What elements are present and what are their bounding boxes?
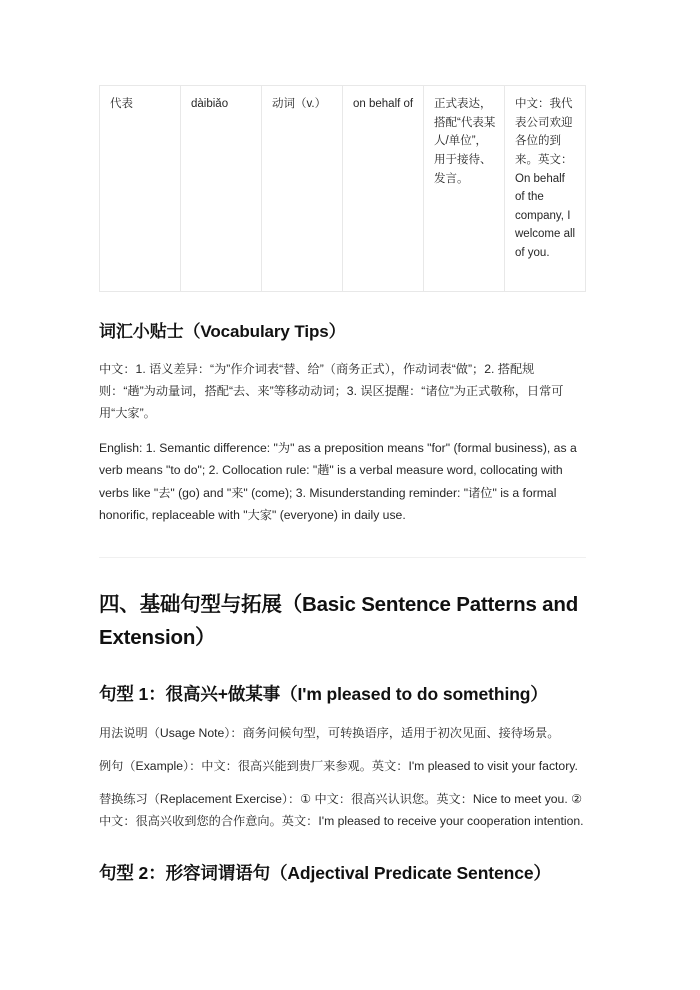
vocabulary-tips-heading: 词汇小贴士（Vocabulary Tips） [99,322,346,341]
pattern-1-example: 例句（Example）：中文：很高兴能到贵厂来参观。英文：I'm pleased to visit your factory. [99,759,578,774]
table-cell-example: 中文：我代表公司欢迎各位的到来。英文：On behalf of the company, I welcome all of you. [505,86,586,292]
document-content [99,0,586,887]
table-cell-word: 代表 [100,86,181,292]
vocabulary-tips-chinese: 中文：1. 语义差异：“为”作介词表“替、给”（商务正式），作动词表“做”；2. 搭配规则：“趟”为动量词，搭配“去、来”等移动动词；3. 误区提醒：“诸位”为正式敬称，日常可用“大家”。 [99,361,564,421]
table-cell-usage-note: 正式表达，搭配“代表某人/单位”，用于接待、发言。 [424,86,505,292]
table-cell-english: on behalf of [343,86,424,292]
pattern-2-heading: 句型 2：形容词谓语句（Adjectival Predicate Sentence） [99,862,551,883]
table-cell-pinyin: dàibiǎo [181,86,262,292]
table-row [100,86,586,292]
vocabulary-table [99,85,586,292]
section-divider [99,557,586,558]
section-heading: 四、基础句型与拓展（Basic Sentence Patterns and Extension） [99,593,579,650]
pattern-1-usage-note: 用法说明（Usage Note）：商务问候句型，可转换语序，适用于初次见面、接待场景。 [99,725,560,740]
table-cell-part-of-speech: 动词（v.） [262,86,343,292]
pattern-1-heading: 句型 1：很高兴+做某事（I'm pleased to do something） [99,684,548,705]
vocabulary-tips-english: English: 1. Semantic difference: "为" as a preposition means "for" (formal business), as a verb means "to do"; 2. Collocation rule: "趟" is a verbal measure word, collocating with verbs like "去" (go) and "来" (come); 3. Misunderstanding reminder: "诸位" is a formal honorific, replaceable with "大家" (everyone) in daily use. [99,441,577,522]
pattern-1-replacement-exercise: 替换练习（Replacement Exercise）：① 中文：很高兴认识您。英文：Nice to meet you. ② 中文：很高兴收到您的合作意向。英文：I'm pleased to receive your cooperation intention. [99,792,584,829]
